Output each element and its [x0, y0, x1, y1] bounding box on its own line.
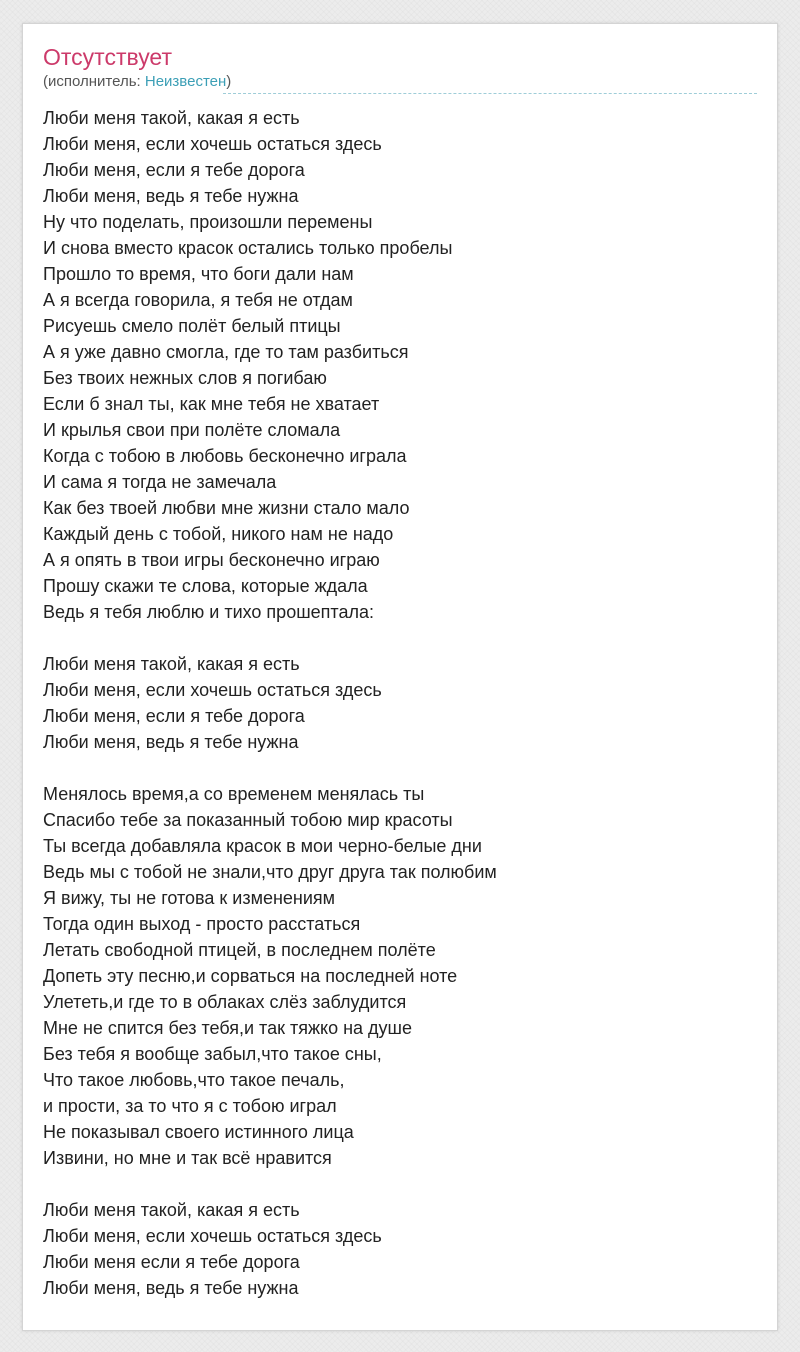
lyric-line: Ведь мы с тобой не знали,что друг друга так полюбим: [43, 862, 497, 882]
lyrics-stanza: [43, 105, 759, 625]
lyric-line: Допеть эту песню,и сорваться на последней ноте: [43, 966, 458, 986]
lyric-line: Извини, но мне и так всё нравится: [43, 1148, 332, 1168]
lyric-line: А я уже давно смогла, где то там разбиться: [43, 342, 409, 362]
lyric-line: Тогда один выход - просто расстаться: [43, 914, 361, 934]
lyric-line: Люби меня такой, какая я есть: [43, 654, 300, 674]
artist-line: [43, 73, 231, 91]
lyric-line: Люби меня такой, какая я есть: [43, 1200, 300, 1220]
lyric-line: Рисуешь смело полёт белый птицы: [43, 316, 341, 336]
lyric-line: Ведь я тебя люблю и тихо прошептала:: [43, 602, 374, 622]
song-title: Отсутствует: [43, 44, 172, 70]
lyric-line: Люби меня, если я тебе дорога: [43, 706, 305, 726]
lyric-line: Без тебя я вообще забыл,что такое сны,: [43, 1044, 382, 1064]
lyric-line: Ну что поделать, произошли перемены: [43, 212, 373, 232]
lyric-line: Улететь,и где то в облаках слёз заблудится: [43, 992, 407, 1012]
lyric-line: Я вижу, ты не готова к изменениям: [43, 888, 336, 908]
artist-suffix: ): [226, 73, 232, 90]
lyric-line: Не показывал своего истинного лица: [43, 1122, 354, 1142]
lyric-line: Прошло то время, что боги дали нам: [43, 264, 354, 284]
lyric-line: И крылья свои при полёте сломала: [43, 420, 341, 440]
lyric-line: Люби меня, ведь я тебе нужна: [43, 732, 299, 752]
lyric-line: Что такое любовь,что такое печаль,: [43, 1070, 345, 1090]
lyric-line: Спасибо тебе за показанный тобою мир красоты: [43, 810, 453, 830]
lyric-line: Как без твоей любви мне жизни стало мало: [43, 498, 410, 518]
lyrics-stanza: [43, 1197, 759, 1301]
lyric-line: Мне не спится без тебя,и так тяжко на душе: [43, 1018, 412, 1038]
lyric-line: Менялось время,а со временем менялась ты: [43, 784, 425, 804]
lyric-line: А я опять в твои игры бесконечно играю: [43, 550, 380, 570]
lyric-line: И снова вместо красок остались только пробелы: [43, 238, 453, 258]
lyric-line: Когда с тобою в любовь бесконечно играла: [43, 446, 407, 466]
lyric-line: Без твоих нежных слов я погибаю: [43, 368, 327, 388]
lyrics-stanza: [43, 651, 759, 755]
artist-prefix: (исполнитель:: [43, 73, 145, 90]
lyric-line: И сама я тогда не замечала: [43, 472, 277, 492]
lyric-line: А я всегда говорила, я тебя не отдам: [43, 290, 353, 310]
lyric-line: Каждый день с тобой, никого нам не надо: [43, 524, 394, 544]
lyric-line: и прости, за то что я с тобою играл: [43, 1096, 337, 1116]
lyric-line: Прошу скажи те слова, которые ждала: [43, 576, 368, 596]
lyric-line: Люби меня, ведь я тебе нужна: [43, 1278, 299, 1298]
lyric-line: Если б знал ты, как мне тебя не хватает: [43, 394, 380, 414]
lyric-line: Ты всегда добавляла красок в мои черно-белые дни: [43, 836, 482, 856]
lyric-line: Люби меня, если я тебе дорога: [43, 160, 305, 180]
lyrics-card: [22, 23, 778, 1331]
lyrics-stanza: [43, 781, 759, 1171]
lyric-line: Люби меня такой, какая я есть: [43, 108, 300, 128]
artist-link[interactable]: Неизвестен: [144, 73, 227, 90]
lyric-line: Люби меня, если хочешь остаться здесь: [43, 134, 382, 154]
lyric-line: Люби меня, если хочешь остаться здесь: [43, 680, 382, 700]
header-divider: [223, 93, 757, 94]
lyric-line: Люби меня, если хочешь остаться здесь: [43, 1226, 382, 1246]
lyric-line: Летать свободной птицей, в последнем полёте: [43, 940, 436, 960]
lyrics-text: [43, 105, 759, 1327]
lyric-line: Люби меня если я тебе дорога: [43, 1252, 300, 1272]
lyric-line: Люби меня, ведь я тебе нужна: [43, 186, 299, 206]
